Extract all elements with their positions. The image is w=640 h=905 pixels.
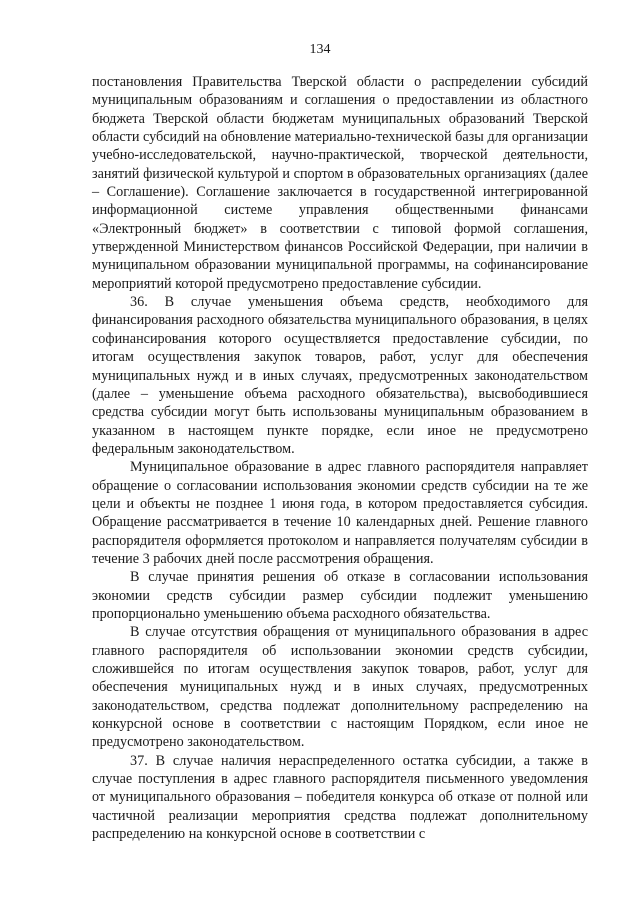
- document-body: [92, 73, 588, 843]
- paragraph-item-36: 36. В случае уменьшения объема средств, необходимого для финансирования расходного обязательства муниципального образования, в целях софинансирования которого осуществляется предоставление субсидии, по итогам осуществления закупок товаров, работ, услуг для обеспечения муниципальных нужд и в иных случаях, предусмотренных законодательством (далее – уменьшение объема расходного обязательства), высвободившиеся средства субсидии могут быть использованы муниципальным образованием в указанном в настоящем пункте порядке, если иное не предусмотрено федеральным законодательством.: [92, 294, 588, 457]
- paragraph-continuation: постановления Правительства Тверской области о распределении субсидий муниципальным образованиям и соглашения о предоставлении из областного бюджета Тверской области бюджетам муниципальных образований Тверской области субсидий на обновление материально-технической базы для организации учебно-исследовательской, научно-практической, творческой деятельности, занятий физической культурой и спортом в образовательных организациях (далее – Соглашение). Соглашение заключается в государственной интегрированной информационной системе управления общественными финансами «Электронный бюджет» в соответствии с типовой формой соглашения, утвержденной Министерством финансов Российской Федерации, при наличии в муниципальном образовании муниципальной программы, на софинансирование мероприятий которой предусмотрено предоставление субсидии.: [92, 74, 588, 292]
- paragraph-request-procedure: Муниципальное образование в адрес главного распорядителя направляет обращение о согласовании использования экономии средств субсидии на те же цели и объекты не позднее 1 июня года, в котором предоставляется субсидия. Обращение рассматривается в течение 10 календарных дней. Решение главного распорядителя оформляется протоколом и направляется получателям субсидии в течение 3 рабочих дней после рассмотрения обращения.: [92, 459, 588, 567]
- paragraph-no-request: В случае отсутствия обращения от муниципального образования в адрес главного распорядителя об использовании экономии средств субсидии, сложившейся по итогам осуществления закупок товаров, работ, услуг для обеспечения муниципальных нужд и в иных случаях, предусмотренных законодательством, средства подлежат дополнительному распределению на конкурсной основе в соответствии с настоящим Порядком, если иное не предусмотрено законодательством.: [92, 624, 588, 751]
- paragraph-refusal: В случае принятия решения об отказе в согласовании использования экономии средств субсидии размер субсидии подлежит уменьшению пропорционально уменьшению объема расходного обязательства.: [92, 569, 588, 622]
- page-number: 134: [309, 42, 331, 57]
- paragraph-item-37: 37. В случае наличия нераспределенного остатка субсидии, а также в случае поступления в адрес главного распорядителя письменного уведомления от муниципального образования – победителя конкурса об отказе от полной или частичной реализации мероприятия средства подлежат дополнительному распределению на конкурсной основе в соответствии с: [92, 752, 588, 843]
